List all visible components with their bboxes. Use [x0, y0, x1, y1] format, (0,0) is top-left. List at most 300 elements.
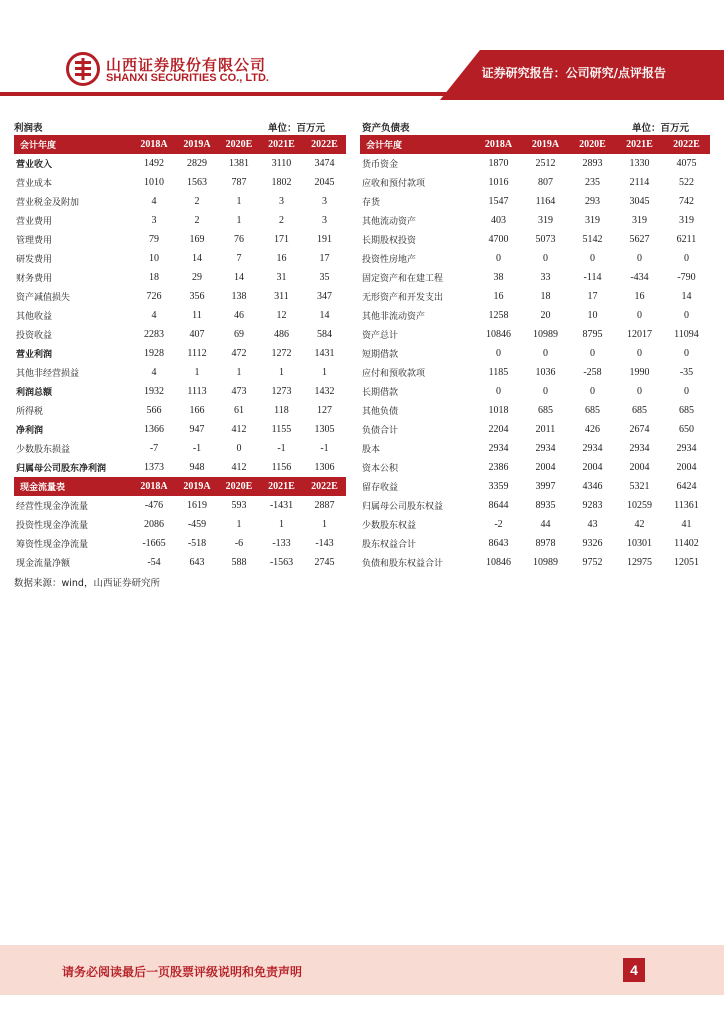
value-cell: 235 [585, 177, 600, 188]
row-label: 负债合计 [362, 426, 399, 436]
income-unit-label: 单位：百万元 [268, 123, 326, 134]
value-cell: 1 [322, 367, 327, 378]
value-cell: 356 [189, 291, 205, 302]
table-row [360, 439, 710, 458]
value-cell: 2 [194, 215, 200, 226]
value-cell: 2887 [314, 500, 335, 511]
value-cell: 10989 [533, 329, 558, 340]
value-cell: 1373 [144, 462, 164, 473]
value-cell: 807 [538, 177, 553, 188]
value-cell: 1156 [271, 462, 292, 473]
value-cell: 2086 [144, 519, 164, 530]
row-label: 筹资性现金净流量 [16, 540, 89, 550]
table-row [360, 287, 710, 306]
table-row [14, 325, 346, 344]
value-cell: 1432 [314, 386, 335, 397]
table-row [14, 192, 346, 211]
value-cell: 1492 [144, 158, 164, 169]
row-label: 其他非经营损益 [16, 369, 80, 379]
value-cell: 12017 [627, 329, 652, 340]
value-cell: 12 [276, 310, 287, 321]
value-cell: 0 [543, 253, 548, 264]
row-label: 管理费用 [16, 236, 53, 246]
value-cell: 685 [585, 405, 600, 416]
value-cell: 1258 [488, 310, 509, 321]
table-row [14, 515, 346, 534]
row-label: 营业成本 [16, 179, 53, 189]
value-cell: 8644 [488, 500, 509, 511]
value-cell: 1 [236, 519, 242, 530]
row-label: 投资收益 [16, 331, 53, 341]
value-cell: 4 [151, 310, 157, 321]
value-cell: 643 [189, 557, 205, 568]
value-cell: 1802 [271, 177, 292, 188]
value-cell: 588 [231, 557, 247, 568]
year-header-cell: 2020E [569, 135, 616, 154]
value-cell: 2934 [582, 443, 603, 454]
row-label: 其他流动资产 [362, 217, 417, 227]
value-cell: -1665 [142, 538, 166, 549]
year-header-cell: 2019A [176, 135, 218, 154]
value-cell: -1 [320, 443, 329, 454]
balance-sheet-table [360, 135, 710, 572]
value-cell: 41 [681, 519, 692, 530]
value-cell: 3997 [535, 481, 556, 492]
value-cell: 1366 [144, 424, 164, 435]
value-cell: 14 [681, 291, 692, 302]
value-cell: 169 [189, 234, 205, 245]
value-cell: 1036 [535, 367, 556, 378]
row-label: 货币资金 [362, 160, 399, 170]
value-cell: 1018 [488, 405, 509, 416]
value-cell: 10301 [627, 538, 652, 549]
row-label: 负债和股东权益合计 [362, 559, 444, 569]
value-cell: -143 [315, 538, 334, 549]
value-cell: 0 [637, 386, 642, 397]
value-cell: 2934 [535, 443, 556, 454]
value-cell: 5321 [629, 481, 650, 492]
row-label: 资产减值损失 [16, 293, 71, 303]
value-cell: -114 [583, 272, 602, 283]
table-row [14, 287, 346, 306]
value-cell: 0 [590, 253, 595, 264]
value-cell: -6 [234, 538, 244, 549]
value-cell: 1 [279, 519, 284, 530]
value-cell: 8643 [488, 538, 509, 549]
table-row [360, 249, 710, 268]
page-header [0, 0, 724, 100]
year-header-cell: 2018A [475, 135, 522, 154]
value-cell: 2004 [629, 462, 650, 473]
value-cell: 2934 [629, 443, 650, 454]
value-cell: 650 [679, 424, 694, 435]
value-cell: 1 [194, 367, 200, 378]
table-row [14, 439, 346, 458]
table-row [360, 382, 710, 401]
table-row [360, 344, 710, 363]
value-cell: 35 [319, 272, 330, 283]
row-label: 长期借款 [362, 388, 399, 398]
value-cell: 4 [151, 196, 157, 207]
value-cell: 4 [151, 367, 157, 378]
row-label: 现金流量净额 [16, 559, 71, 569]
value-cell: 0 [496, 253, 501, 264]
table-row [360, 458, 710, 477]
value-cell: 3110 [271, 158, 292, 169]
row-label: 股本 [362, 445, 381, 455]
table-row [14, 173, 346, 192]
table-row [360, 496, 710, 515]
value-cell: 1381 [229, 158, 249, 169]
value-cell: 14 [319, 310, 330, 321]
value-cell: 5142 [582, 234, 603, 245]
value-cell: 20 [540, 310, 551, 321]
value-cell: 18 [149, 272, 159, 283]
value-cell: 11 [192, 310, 202, 321]
table-row [360, 534, 710, 553]
value-cell: 46 [234, 310, 244, 321]
value-cell: 0 [543, 348, 548, 359]
value-cell: 76 [234, 234, 244, 245]
value-cell: -790 [677, 272, 696, 283]
value-cell: 0 [236, 443, 242, 454]
value-cell: 8935 [535, 500, 556, 511]
company-name-en: SHANXI SECURITIES CO., LTD. [106, 72, 269, 84]
year-header-cell: 2019A [176, 477, 218, 496]
row-label: 净利润 [16, 426, 44, 436]
value-cell: 166 [189, 405, 205, 416]
table-row [360, 173, 710, 192]
table-row [360, 325, 710, 344]
value-cell: 11094 [674, 329, 699, 340]
row-label: 存货 [362, 198, 381, 208]
value-cell: 9283 [582, 500, 603, 511]
value-cell: 1 [236, 367, 242, 378]
row-label: 其他非流动资产 [362, 312, 426, 322]
value-cell: 3474 [314, 158, 335, 169]
value-cell: 2829 [187, 158, 207, 169]
row-label: 归属母公司股东权益 [362, 502, 444, 512]
value-cell: -2 [494, 519, 503, 530]
income-statement-title: 利润表 [14, 123, 43, 134]
company-logo-icon [66, 52, 100, 86]
value-cell: 16 [493, 291, 504, 302]
row-label: 其他负债 [362, 407, 399, 417]
value-cell: 1563 [187, 177, 207, 188]
value-cell: 426 [585, 424, 600, 435]
value-cell: 33 [540, 272, 551, 283]
value-cell: 18 [540, 291, 551, 302]
row-label: 应付和预收款项 [362, 369, 426, 379]
value-cell: 1932 [144, 386, 164, 397]
value-cell: 2004 [676, 462, 697, 473]
row-label: 利润总额 [16, 388, 53, 398]
value-cell: 17 [319, 253, 330, 264]
value-cell: 2934 [676, 443, 697, 454]
row-label: 归属母公司股东净利润 [16, 464, 107, 474]
value-cell: -7 [149, 443, 159, 454]
value-cell: 2893 [582, 158, 603, 169]
value-cell: 1 [236, 196, 242, 207]
table-row [14, 230, 346, 249]
balance-unit-label: 单位：百万元 [632, 123, 690, 134]
value-cell: -476 [144, 500, 164, 511]
table-row [360, 363, 710, 382]
income-header-row [14, 135, 346, 154]
value-cell: 1155 [271, 424, 292, 435]
value-cell: 2745 [314, 557, 335, 568]
value-cell: 2114 [629, 177, 650, 188]
value-cell: 742 [679, 196, 694, 207]
value-cell: 17 [587, 291, 598, 302]
value-cell: 2674 [629, 424, 650, 435]
data-source-note: 数据来源：wind，山西证券研究所 [14, 578, 160, 589]
row-label: 研发费用 [16, 255, 53, 265]
value-cell: 486 [274, 329, 289, 340]
year-header-cell: 2019A [522, 135, 569, 154]
row-label: 所得税 [16, 407, 44, 417]
value-cell: 2386 [488, 462, 509, 473]
row-label: 长期股权投资 [362, 236, 417, 246]
row-label: 投资性现金净流量 [16, 521, 89, 531]
value-cell: 472 [231, 348, 247, 359]
value-cell: 593 [231, 500, 247, 511]
value-cell: 403 [491, 215, 506, 226]
value-cell: 566 [146, 405, 162, 416]
value-cell: -459 [187, 519, 207, 530]
value-cell: 7 [236, 253, 242, 264]
value-cell: 948 [189, 462, 205, 473]
value-cell: 473 [231, 386, 247, 397]
value-cell: 0 [684, 348, 689, 359]
value-cell: -258 [583, 367, 602, 378]
year-header-cell: 2020E [218, 135, 260, 154]
table-row [14, 363, 346, 382]
value-cell: 2 [279, 215, 284, 226]
value-cell: 79 [149, 234, 159, 245]
value-cell: 319 [679, 215, 694, 226]
value-cell: 3 [279, 196, 284, 207]
value-cell: 1113 [187, 386, 207, 397]
value-cell: 407 [189, 329, 205, 340]
value-cell: 584 [317, 329, 332, 340]
value-cell: 1185 [488, 367, 509, 378]
value-cell: 31 [276, 272, 287, 283]
table-row [360, 553, 710, 572]
value-cell: -1 [192, 443, 202, 454]
value-cell: 1 [236, 215, 242, 226]
value-cell: 726 [146, 291, 162, 302]
row-label: 少数股东权益 [362, 521, 417, 531]
value-cell: 11402 [674, 538, 699, 549]
value-cell: 8978 [535, 538, 556, 549]
balance-sheet-title: 资产负债表 [362, 123, 410, 134]
value-cell: 1990 [629, 367, 650, 378]
table-row [14, 306, 346, 325]
value-cell: 1112 [187, 348, 207, 359]
header-label-cell: 现金流量表 [14, 477, 132, 496]
header-label-cell: 会计年度 [14, 135, 132, 154]
table-row [14, 534, 346, 553]
value-cell: 2934 [488, 443, 509, 454]
value-cell: 293 [585, 196, 600, 207]
value-cell: 12975 [627, 557, 652, 568]
value-cell: 16 [276, 253, 287, 264]
row-label: 应收和预付款项 [362, 179, 426, 189]
value-cell: -434 [630, 272, 649, 283]
row-label: 资产总计 [362, 331, 399, 341]
income-cashflow-table [14, 135, 346, 572]
report-type: 证券研究报告：公司研究/点评报告 [481, 66, 666, 80]
page-number: 4 [623, 958, 645, 982]
row-label: 营业收入 [16, 160, 53, 170]
table-row [14, 211, 346, 230]
value-cell: 319 [632, 215, 647, 226]
row-label: 财务费用 [16, 274, 53, 284]
value-cell: 0 [684, 253, 689, 264]
value-cell: 0 [590, 348, 595, 359]
disclaimer-text: 请务必阅读最后一页股票评级说明和免责声明 [62, 965, 303, 979]
value-cell: 10 [587, 310, 598, 321]
table-row [360, 515, 710, 534]
value-cell: 2512 [535, 158, 556, 169]
value-cell: 8795 [582, 329, 603, 340]
value-cell: 29 [192, 272, 202, 283]
year-header-cell: 2018A [132, 477, 176, 496]
value-cell: 44 [540, 519, 551, 530]
value-cell: 0 [684, 386, 689, 397]
row-label: 留存收益 [362, 483, 399, 493]
value-cell: 685 [632, 405, 647, 416]
header-label-cell: 会计年度 [360, 135, 475, 154]
value-cell: 0 [496, 348, 501, 359]
value-cell: -1431 [269, 500, 294, 511]
value-cell: 0 [637, 310, 642, 321]
value-cell: 0 [637, 253, 642, 264]
value-cell: 6424 [676, 481, 697, 492]
value-cell: 412 [231, 424, 247, 435]
value-cell: 4700 [488, 234, 509, 245]
value-cell: 319 [585, 215, 600, 226]
row-label: 股东权益合计 [362, 540, 417, 550]
value-cell: -35 [679, 367, 694, 378]
value-cell: 1330 [629, 158, 650, 169]
table-row [360, 477, 710, 496]
value-cell: 1431 [314, 348, 335, 359]
value-cell: 171 [274, 234, 289, 245]
value-cell: 6211 [676, 234, 697, 245]
year-header-cell: 2021E [260, 477, 303, 496]
value-cell: 1 [322, 519, 327, 530]
value-cell: 787 [231, 177, 247, 188]
value-cell: 0 [637, 348, 642, 359]
value-cell: 0 [543, 386, 548, 397]
value-cell: 1619 [187, 500, 207, 511]
value-cell: -1563 [269, 557, 294, 568]
table-row [14, 496, 346, 515]
table-row [14, 553, 346, 572]
table-row [360, 268, 710, 287]
value-cell: 43 [587, 519, 598, 530]
value-cell: 412 [231, 462, 247, 473]
value-cell: 1306 [314, 462, 335, 473]
header-band [0, 0, 724, 100]
value-cell: 1305 [314, 424, 335, 435]
value-cell: 1016 [488, 177, 509, 188]
value-cell: 12051 [674, 557, 699, 568]
table-row [360, 211, 710, 230]
year-header-cell: 2022E [663, 135, 710, 154]
value-cell: 2045 [314, 177, 335, 188]
value-cell: 9752 [582, 557, 603, 568]
table-row [14, 268, 346, 287]
year-header-cell: 2018A [132, 135, 176, 154]
value-cell: 38 [493, 272, 504, 283]
company-name-cn: 山西证券股份有限公司 [106, 56, 267, 74]
value-cell: 127 [317, 405, 332, 416]
value-cell: 10846 [486, 557, 511, 568]
value-cell: 9326 [582, 538, 603, 549]
value-cell: 947 [189, 424, 205, 435]
value-cell: 0 [590, 386, 595, 397]
balance-header-row [360, 135, 710, 154]
value-cell: 1272 [271, 348, 292, 359]
value-cell: 311 [274, 291, 289, 302]
value-cell: 522 [679, 177, 694, 188]
table-row [360, 420, 710, 439]
value-cell: 10989 [533, 557, 558, 568]
value-cell: 1870 [488, 158, 509, 169]
value-cell: 1010 [144, 177, 164, 188]
value-cell: 1164 [535, 196, 556, 207]
value-cell: 685 [538, 405, 553, 416]
year-header-cell: 2021E [616, 135, 663, 154]
value-cell: 69 [234, 329, 244, 340]
value-cell: 2004 [582, 462, 603, 473]
table-row [14, 344, 346, 363]
value-cell: 3 [322, 196, 327, 207]
value-cell: -133 [272, 538, 291, 549]
table-row [14, 420, 346, 439]
value-cell: 5627 [629, 234, 650, 245]
value-cell: -54 [147, 557, 161, 568]
value-cell: 10 [149, 253, 159, 264]
table-row [14, 458, 346, 477]
year-header-cell: 2020E [218, 477, 260, 496]
table-row [360, 192, 710, 211]
value-cell: 3 [151, 215, 157, 226]
value-cell: 11361 [674, 500, 699, 511]
row-label: 投资性房地产 [362, 255, 417, 265]
value-cell: 2204 [488, 424, 509, 435]
value-cell: 1273 [271, 386, 292, 397]
row-label: 营业税金及附加 [16, 198, 80, 208]
value-cell: 2 [194, 196, 200, 207]
table-row [360, 401, 710, 420]
value-cell: 1 [279, 367, 284, 378]
value-cell: 685 [679, 405, 694, 416]
year-header-cell: 2022E [303, 135, 346, 154]
value-cell: 14 [192, 253, 202, 264]
value-cell: 2011 [535, 424, 556, 435]
value-cell: 138 [231, 291, 247, 302]
row-label: 无形资产和开发支出 [362, 293, 444, 303]
value-cell: 118 [274, 405, 289, 416]
value-cell: 191 [317, 234, 332, 245]
value-cell: 0 [684, 310, 689, 321]
value-cell: 3 [322, 215, 327, 226]
table-row [14, 382, 346, 401]
